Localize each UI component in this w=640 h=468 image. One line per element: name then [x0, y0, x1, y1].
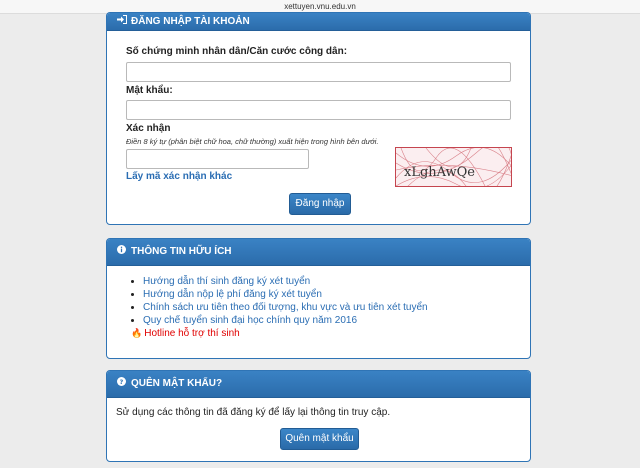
- svg-text:?: ?: [119, 379, 124, 386]
- captcha-input[interactable]: [126, 149, 309, 169]
- fire-icon: 🔥: [131, 328, 143, 338]
- forgot-title: QUÊN MẬT KHẨU?: [131, 378, 223, 389]
- list-item: [143, 288, 428, 301]
- forgot-password-button[interactable]: Quên mật khẩu: [280, 428, 359, 450]
- forgot-password-panel: [106, 370, 531, 462]
- id-number-input[interactable]: [126, 62, 511, 82]
- list-item: [143, 314, 428, 327]
- login-title: ĐĂNG NHẬP TÀI KHOẢN: [131, 16, 250, 27]
- guide-registration-link[interactable]: Hướng dẫn thí sinh đăng ký xét tuyển: [143, 276, 311, 287]
- login-panel: [106, 12, 531, 225]
- list-item: [143, 275, 428, 288]
- sign-in-icon: [117, 13, 129, 30]
- password-label: Mật khẩu:: [126, 85, 173, 96]
- password-input[interactable]: [126, 100, 511, 120]
- captcha-hint: Điền 8 ký tự (phân biệt chữ hoa, chữ thường) xuất hiện trong hình bên dưới.: [126, 137, 379, 146]
- guide-fee-link[interactable]: Hướng dẫn nộp lệ phí đăng ký xét tuyển: [143, 289, 322, 300]
- captcha-text: xLghAwQe: [404, 165, 475, 180]
- login-panel-header: [107, 13, 530, 31]
- priority-policy-link[interactable]: Chính sách ưu tiên theo đối tượng, khu vực và ưu tiên xét tuyển: [143, 302, 428, 313]
- useful-links-list: [129, 275, 428, 340]
- list-item: [131, 327, 428, 340]
- login-button[interactable]: Đăng nhập: [289, 193, 351, 215]
- captcha-image: [395, 147, 512, 187]
- refresh-captcha-link[interactable]: Lấy mã xác nhận khác: [126, 171, 233, 182]
- list-item: [143, 301, 428, 314]
- forgot-description: Sử dụng các thông tin đã đăng ký để lấy lại thông tin truy cập.: [116, 407, 391, 418]
- forgot-panel-header: [107, 371, 530, 398]
- admission-rules-link[interactable]: Quy chế tuyển sinh đại học chính quy năm 2016: [143, 315, 358, 326]
- info-panel-header: [107, 239, 530, 266]
- id-label: Số chứng minh nhân dân/Căn cước công dân:: [126, 46, 348, 57]
- question-circle-icon: [117, 371, 129, 397]
- info-title: THÔNG TIN HỮU ÍCH: [131, 246, 232, 257]
- info-panel: [106, 238, 531, 359]
- url-text: xettuyen.vnu.edu.vn: [284, 2, 356, 11]
- hotline-link[interactable]: Hotline hỗ trợ thí sinh: [144, 328, 240, 339]
- captcha-label: Xác nhận: [126, 123, 171, 134]
- info-circle-icon: [117, 239, 129, 265]
